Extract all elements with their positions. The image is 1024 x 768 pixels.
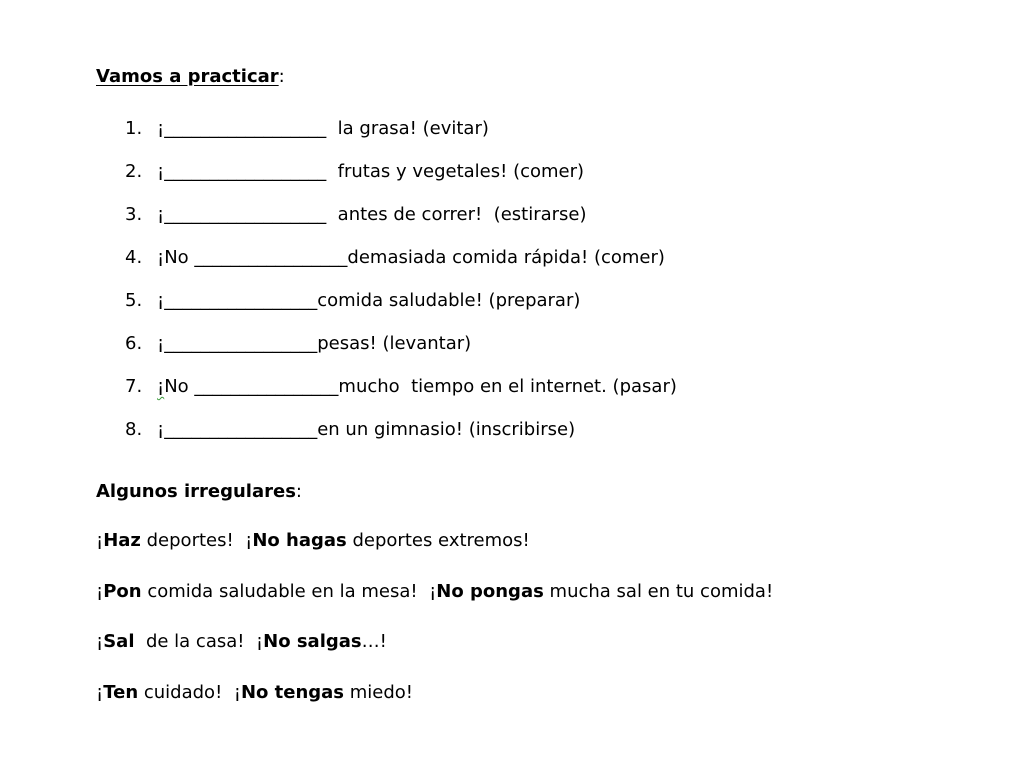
- exercise-open-mark: ¡: [157, 376, 165, 397]
- exercise-text: [157, 374, 677, 400]
- irregular-open-mark: ¡: [233, 681, 241, 703]
- irregular-affirmative-rest: de la casa!: [134, 631, 256, 652]
- irregular-affirmative-rest: cuidado!: [138, 681, 234, 703]
- irregular-negative-rest: miedo!: [344, 681, 414, 703]
- practice-heading: [96, 65, 285, 89]
- irregular-open-mark: ¡: [255, 631, 264, 652]
- exercise-blank: _________________: [164, 333, 318, 354]
- exercise-text: [157, 417, 575, 443]
- exercise-number: 2.: [125, 161, 143, 182]
- irregulars-heading-colon: :: [295, 481, 302, 502]
- exercise-open-mark: ¡: [157, 419, 165, 440]
- exercise-rest: pesas! (levantar): [317, 333, 472, 354]
- exercise-text: [157, 202, 587, 228]
- exercise-open-mark: ¡: [157, 290, 165, 311]
- exercise-rest: la grasa! (evitar): [326, 118, 489, 139]
- practice-heading-text: Vamos a practicar: [96, 66, 279, 87]
- irregular-open-mark: ¡: [96, 681, 104, 703]
- exercise-number: 8.: [125, 419, 143, 440]
- exercise-open-mark: ¡: [157, 204, 165, 225]
- exercise-number: 6.: [125, 333, 143, 354]
- exercise-text: [157, 245, 665, 271]
- exercise-blank: __________________: [164, 118, 327, 139]
- irregular-affirmative: Haz: [103, 530, 141, 551]
- irregulars-heading: [96, 480, 302, 504]
- exercise-blank: __________________: [164, 204, 327, 225]
- exercise-text: [157, 116, 489, 142]
- exercise-text: [157, 288, 580, 314]
- exercise-blank: _________________: [164, 419, 318, 440]
- exercise-blank: _________________: [164, 290, 318, 311]
- irregular-open-mark: ¡: [96, 580, 104, 602]
- exercise-rest: demasiada comida rápida! (comer): [347, 247, 665, 268]
- irregular-negative: No hagas: [252, 530, 347, 551]
- exercise-open-mark: ¡: [157, 118, 165, 139]
- irregular-example: [96, 528, 773, 579]
- exercise-blank: _________________: [194, 247, 348, 268]
- irregular-negative: No pongas: [436, 580, 544, 602]
- irregular-negative-rest: …!: [361, 631, 387, 652]
- exercise-prefix: No: [164, 376, 195, 397]
- exercise-rest: comida saludable! (preparar): [317, 290, 581, 311]
- irregulars-list: [96, 528, 773, 730]
- exercise-rest: en un gimnasio! (inscribirse): [317, 419, 576, 440]
- exercise-rest: antes de correr! (estirarse): [326, 204, 587, 225]
- irregular-open-mark: ¡: [245, 530, 253, 551]
- exercise-rest: frutas y vegetales! (comer): [326, 161, 585, 182]
- irregular-affirmative: Pon: [103, 580, 142, 602]
- irregular-example: [96, 629, 773, 680]
- irregular-affirmative-rest: comida saludable en la mesa!: [141, 580, 430, 602]
- exercise-text: [157, 159, 584, 185]
- exercise-open-mark: ¡: [157, 247, 165, 268]
- exercise-number: 7.: [125, 376, 143, 397]
- exercise-number: 3.: [125, 204, 143, 225]
- exercise-number: 4.: [125, 247, 143, 268]
- exercise-open-mark: ¡: [157, 333, 165, 354]
- exercise-number: 5.: [125, 290, 143, 311]
- exercise-number: 1.: [125, 118, 143, 139]
- irregular-open-mark: ¡: [96, 530, 104, 551]
- irregular-negative: No tengas: [240, 681, 345, 703]
- irregular-affirmative-rest: deportes!: [140, 530, 246, 551]
- irregular-example: [96, 680, 773, 731]
- irregular-open-mark: ¡: [96, 631, 104, 652]
- irregular-negative: No salgas: [263, 631, 362, 652]
- exercise-blank: __________________: [164, 161, 327, 182]
- irregular-example: [96, 579, 773, 630]
- irregulars-heading-text: Algunos irregulares: [96, 481, 296, 502]
- exercise-text: [157, 331, 471, 357]
- irregular-affirmative: Ten: [103, 681, 139, 703]
- practice-heading-colon: :: [278, 66, 285, 87]
- exercise-prefix: No: [164, 247, 195, 268]
- irregular-open-mark: ¡: [429, 580, 437, 602]
- irregular-negative-rest: deportes extremos!: [346, 530, 530, 551]
- irregular-negative-rest: mucha sal en tu comida!: [543, 580, 774, 602]
- exercise-blank: ________________: [194, 376, 339, 397]
- exercise-rest: mucho tiempo en el internet. (pasar): [338, 376, 677, 397]
- irregular-affirmative: Sal: [103, 631, 135, 652]
- exercise-open-mark: ¡: [157, 161, 165, 182]
